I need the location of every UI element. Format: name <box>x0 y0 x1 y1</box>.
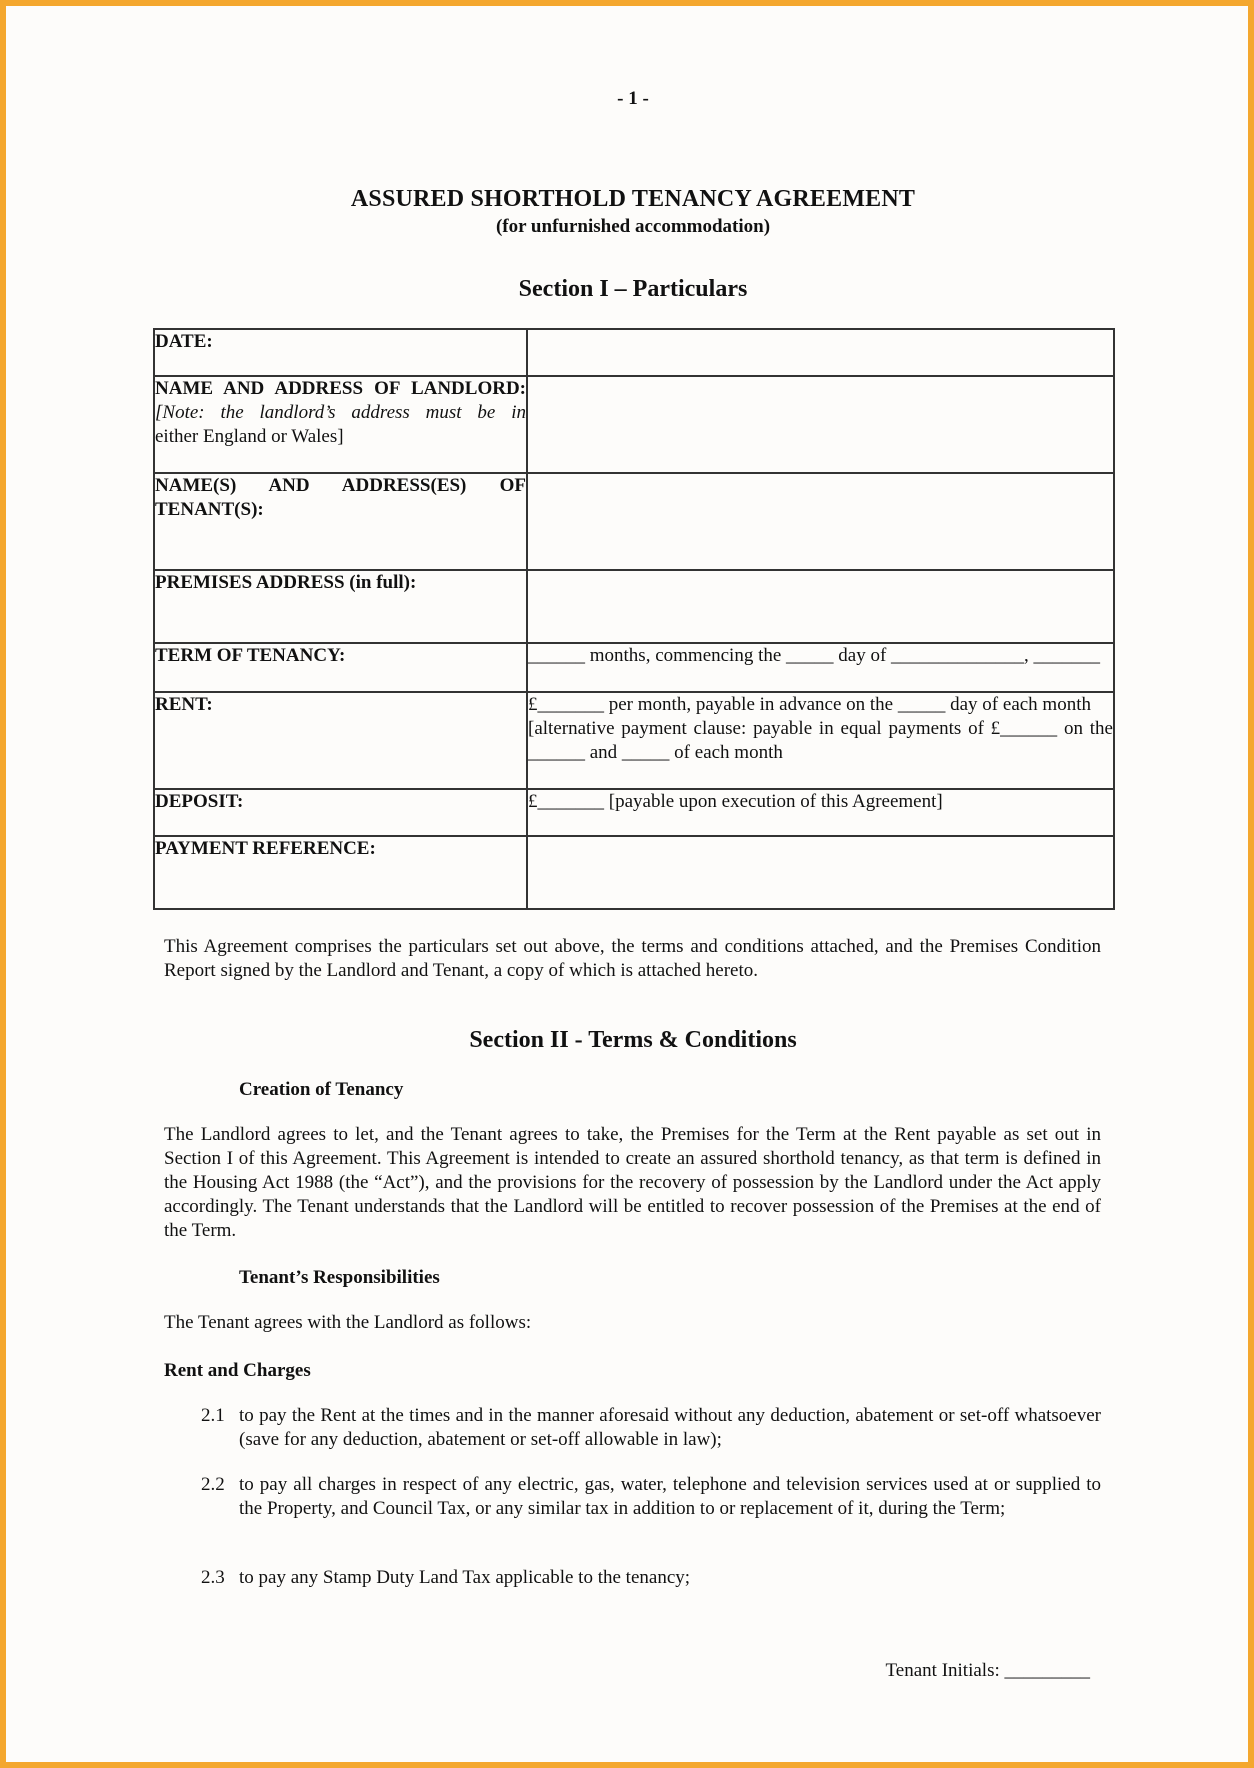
tenants-value-cell <box>527 473 1114 570</box>
payment-reference-label: PAYMENT REFERENCE: <box>155 838 376 859</box>
tenant-initials: Tenant Initials: _________ <box>885 1660 1090 1681</box>
landlord-note: [Note: the landlord’s address must be in <box>155 402 526 423</box>
row-label-cell <box>154 329 527 376</box>
document-title: ASSURED SHORTHOLD TENANCY AGREEMENT <box>350 186 916 212</box>
document-subtitle: (for unfurnished accommodation) <box>495 216 771 237</box>
responsibilities-intro: The Tenant agrees with the Landlord as follows: <box>164 1312 532 1333</box>
rent-value-cell <box>527 692 1114 789</box>
term-value-cell <box>527 643 1114 692</box>
table-row-tenants <box>154 473 1114 570</box>
rent-label: RENT: <box>155 694 213 715</box>
deposit-label: DEPOSIT: <box>155 791 244 812</box>
table-row-landlord <box>154 376 1114 473</box>
clause-text: to pay all charges in respect of any electric, gas, water, telephone and television services used at or supplied to the Property, and Council Tax, or any similar tax in addition to or replacement of it, during the Term; <box>239 1474 1101 1519</box>
row-label-cell <box>154 692 527 789</box>
table-row-term <box>154 643 1114 692</box>
row-label-cell <box>154 570 527 643</box>
table-row-date <box>154 329 1114 376</box>
landlord-label <box>155 377 526 401</box>
row-label-cell <box>154 836 527 909</box>
rent-and-charges-heading: Rent and Charges <box>164 1360 311 1381</box>
landlord-label-text: NAME AND ADDRESS OF LANDLORD: <box>155 378 526 399</box>
term-label: TERM OF TENANCY: <box>155 645 346 666</box>
row-label-cell <box>154 789 527 836</box>
rent-value: £_______ per month, payable in advance on the _____ day of each month <box>528 694 1091 715</box>
clause-text: to pay any Stamp Duty Land Tax applicable to the tenancy; <box>239 1567 691 1588</box>
payment-reference-value-cell <box>527 836 1114 909</box>
section-2-heading: Section II - Terms & Conditions <box>469 1027 797 1053</box>
date-label: DATE: <box>155 331 213 352</box>
clause-number: 2.1 <box>201 1405 225 1426</box>
rent-alternative-clause: [alternative payment clause: payable in equal payments of £______ on the ______ and _____ of each month <box>528 718 1113 763</box>
premises-value-cell <box>527 570 1114 643</box>
landlord-note-tail: either England or Wales] <box>155 426 344 447</box>
row-label-cell <box>154 376 527 473</box>
tenant-responsibilities-heading: Tenant’s Responsibilities <box>239 1267 440 1288</box>
table-row-payment-reference <box>154 836 1114 909</box>
creation-of-tenancy-heading: Creation of Tenancy <box>239 1079 404 1100</box>
section-1-heading: Section I – Particulars <box>518 276 748 302</box>
term-value: ______ months, commencing the _____ day of ______________, _______ <box>528 645 1101 666</box>
landlord-value-cell <box>527 376 1114 473</box>
clause-text: to pay the Rent at the times and in the manner aforesaid without any deduction, abatement or set-off whatsoever (save for any deduction, abatement or set-off allowable in law); <box>239 1405 1101 1450</box>
table-row-rent <box>154 692 1114 789</box>
clause-number: 2.2 <box>201 1474 225 1495</box>
table-row-deposit <box>154 789 1114 836</box>
deposit-value: £_______ [payable upon execution of this Agreement] <box>528 791 943 812</box>
clause-number: 2.3 <box>201 1567 225 1588</box>
row-label-cell <box>154 473 527 570</box>
page-number: - 1 - <box>617 88 649 109</box>
creation-of-tenancy-paragraph: The Landlord agrees to let, and the Tenant agrees to take, the Premises for the Term at the Rent payable as set out in Section I of this Agreement. This Agreement is intended to create an assured shorthold tenancy, as that term is defined in the Housing Act 1988 (the “Act”), and the provisions for the recovery of possession by the Landlord under the Act apply accordingly. The Tenant understands that the Landlord will be entitled to recover possession of the Premises at the end of the Term. <box>164 1124 1101 1241</box>
deposit-value-cell <box>527 789 1114 836</box>
premises-label: PREMISES ADDRESS (in full): <box>155 572 417 593</box>
particulars-table <box>153 328 1115 910</box>
row-label-cell <box>154 643 527 692</box>
date-value-cell <box>527 329 1114 376</box>
table-row-premises <box>154 570 1114 643</box>
agreement-comprises-paragraph: This Agreement comprises the particulars set out above, the terms and conditions attached, and the Premises Condition Report signed by the Landlord and Tenant, a copy of which is attached hereto. <box>164 936 1101 981</box>
tenants-label: NAME(S) AND ADDRESS(ES) OF TENANT(S): <box>155 475 526 520</box>
